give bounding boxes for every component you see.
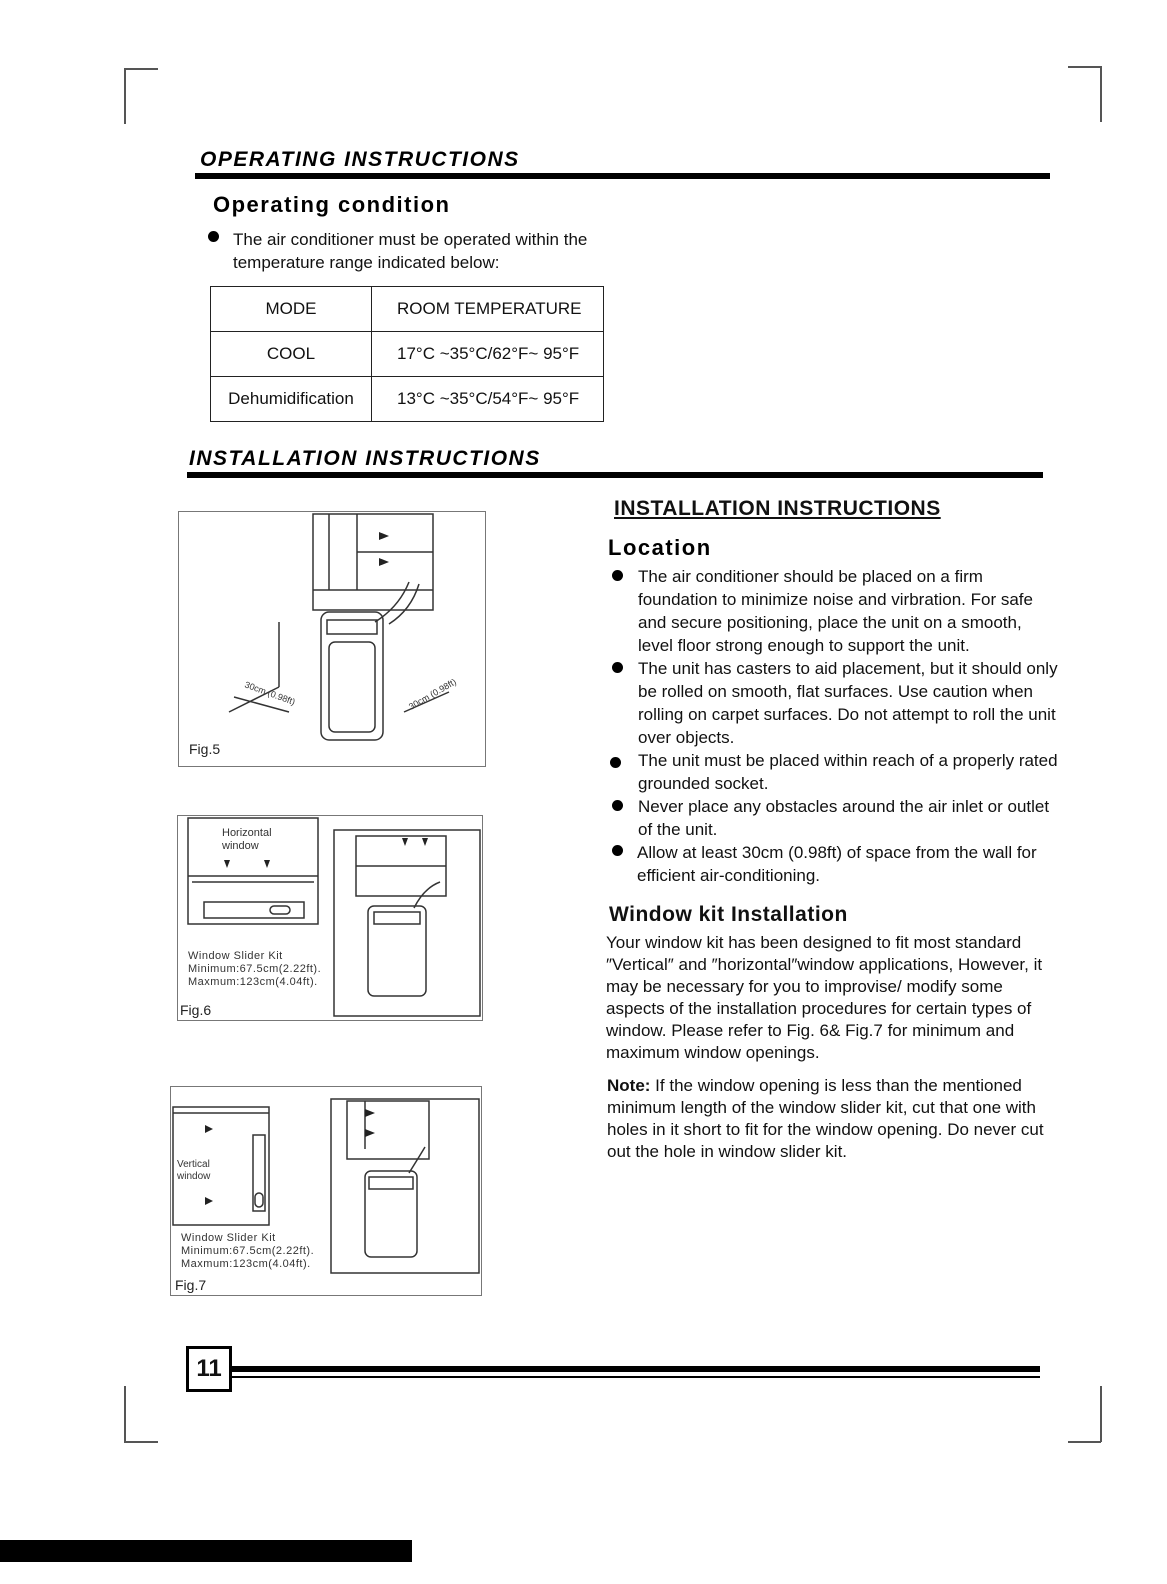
location-bullet: Allow at least 30cm (0.98ft) of space from the wall for efficient air-conditioning. (637, 843, 1037, 885)
fig6-window-label-1: Horizontal (222, 827, 272, 839)
figure-6 (177, 815, 483, 1021)
location-bullet: The unit has casters to aid placement, but it should only be rolled on smooth, flat surfaces. Use caution when rolling on carpet surfaces. Do not attempt to roll the unit over objects. (638, 659, 1058, 747)
fig6-kit-line-2: Minimum:67.5cm(2.22ft). (188, 963, 322, 975)
table-cell-temp: 13°C ~35°C/54°F~ 95°F (372, 377, 604, 422)
operating-section-title: OPERATING INSTRUCTIONS (200, 148, 520, 171)
crop-mark-bottom-right-h (1068, 1441, 1101, 1443)
fig6-label: Fig.6 (180, 1002, 212, 1018)
fig6-kit-line-3: Maxmum:123cm(4.04ft). (188, 976, 318, 988)
temperature-table (210, 286, 604, 422)
window-kit-heading: Window kit Installation (609, 903, 848, 926)
fig5-label: Fig.5 (189, 741, 221, 757)
fig6-illustration (178, 816, 482, 1020)
table-header-row (211, 287, 604, 332)
operating-title-rule (195, 173, 1050, 179)
table-header-room-temperature: ROOM TEMPERATURE (372, 287, 604, 332)
crop-mark-bottom-right-v (1100, 1386, 1102, 1442)
location-bullet: Never place any obstacles around the air inlet or outlet of the unit. (638, 797, 1050, 839)
fig7-kit-spec (181, 1232, 314, 1271)
crop-mark-top-right-h (1068, 66, 1101, 68)
location-bullet: The air conditioner should be placed on a firm foundation to minimize noise and virbration. For safe and secure positioning, place the unit on a smooth, level floor strong enough to support the unit. (638, 567, 1033, 655)
figure-7 (170, 1086, 482, 1296)
location-bullet: The unit must be placed within reach of a properly rated grounded socket. (638, 751, 1058, 793)
fig6-window-label-2: window (222, 840, 259, 852)
installation-section-title: INSTALLATION INSTRUCTIONS (189, 447, 541, 470)
table-row (211, 377, 604, 422)
fig6-kit-line-1: Window Slider Kit (188, 950, 283, 962)
bullet-dot (612, 800, 623, 811)
page-number: 11 (186, 1346, 232, 1392)
bullet-dot (612, 845, 623, 856)
fig6-kit-spec (188, 950, 321, 989)
note-paragraph (607, 1075, 1057, 1163)
bottom-edge-bar (0, 1540, 412, 1562)
operating-condition-heading: Operating condition (213, 192, 451, 217)
fig7-kit-line-1: Window Slider Kit (181, 1232, 276, 1244)
bullet-dot (612, 662, 623, 673)
location-heading: Location (608, 535, 712, 560)
note-text: If the window opening is less than the mentioned minimum length of the window slider kit, cut that one with holes in it short to fit for the window opening. Do never cut out the hole in window slider kit. (607, 1076, 1044, 1161)
fig5-dim-left: 30cm (0.98ft) (243, 679, 297, 708)
fig7-label: Fig.7 (175, 1277, 207, 1293)
table-cell-mode: Dehumidification (211, 377, 372, 422)
crop-mark-top-right-v (1100, 66, 1102, 122)
footer-rule (226, 1366, 1040, 1372)
crop-mark-bottom-left-h (124, 1441, 158, 1443)
fig7-window-label-2: window (177, 1171, 211, 1182)
fig5-illustration (179, 512, 485, 766)
footer-rule-thin (226, 1376, 1040, 1378)
crop-mark-top-left-h (124, 68, 158, 70)
fig7-kit-line-3: Maxmum:123cm(4.04ft). (181, 1258, 311, 1270)
installation-title-rule (187, 472, 1043, 478)
table-header-mode: MODE (211, 287, 372, 332)
table-row (211, 332, 604, 377)
table-cell-temp: 17°C ~35°C/62°F~ 95°F (372, 332, 604, 377)
bullet-dot (610, 757, 621, 768)
installation-heading: INSTALLATION INSTRUCTIONS (614, 497, 941, 520)
table-cell-mode: COOL (211, 332, 372, 377)
crop-mark-top-left-v (124, 68, 126, 124)
operating-bullet-text: The air conditioner must be operated within the temperature range indicated below: (233, 230, 588, 272)
fig5-dim-right: 30cm (0.98ft) (407, 676, 458, 712)
window-kit-paragraph: Your window kit has been designed to fit most standard ″Vertical″ and ″horizontal″window applications, However, it may be necessary for you to improvise/ modify some aspects of the installation procedures for certain types of window. Please refer to Fig. 6& Fig.7 for minimum and maximum window openings. (606, 933, 1043, 1062)
bullet-dot (208, 231, 219, 242)
crop-mark-bottom-left-v (124, 1386, 126, 1442)
figure-5 (178, 511, 486, 767)
note-label: Note: (607, 1076, 651, 1095)
bullet-dot (612, 570, 623, 581)
fig7-window-label-1: Vertical (177, 1159, 210, 1170)
fig7-kit-line-2: Minimum:67.5cm(2.22ft). (181, 1245, 315, 1257)
